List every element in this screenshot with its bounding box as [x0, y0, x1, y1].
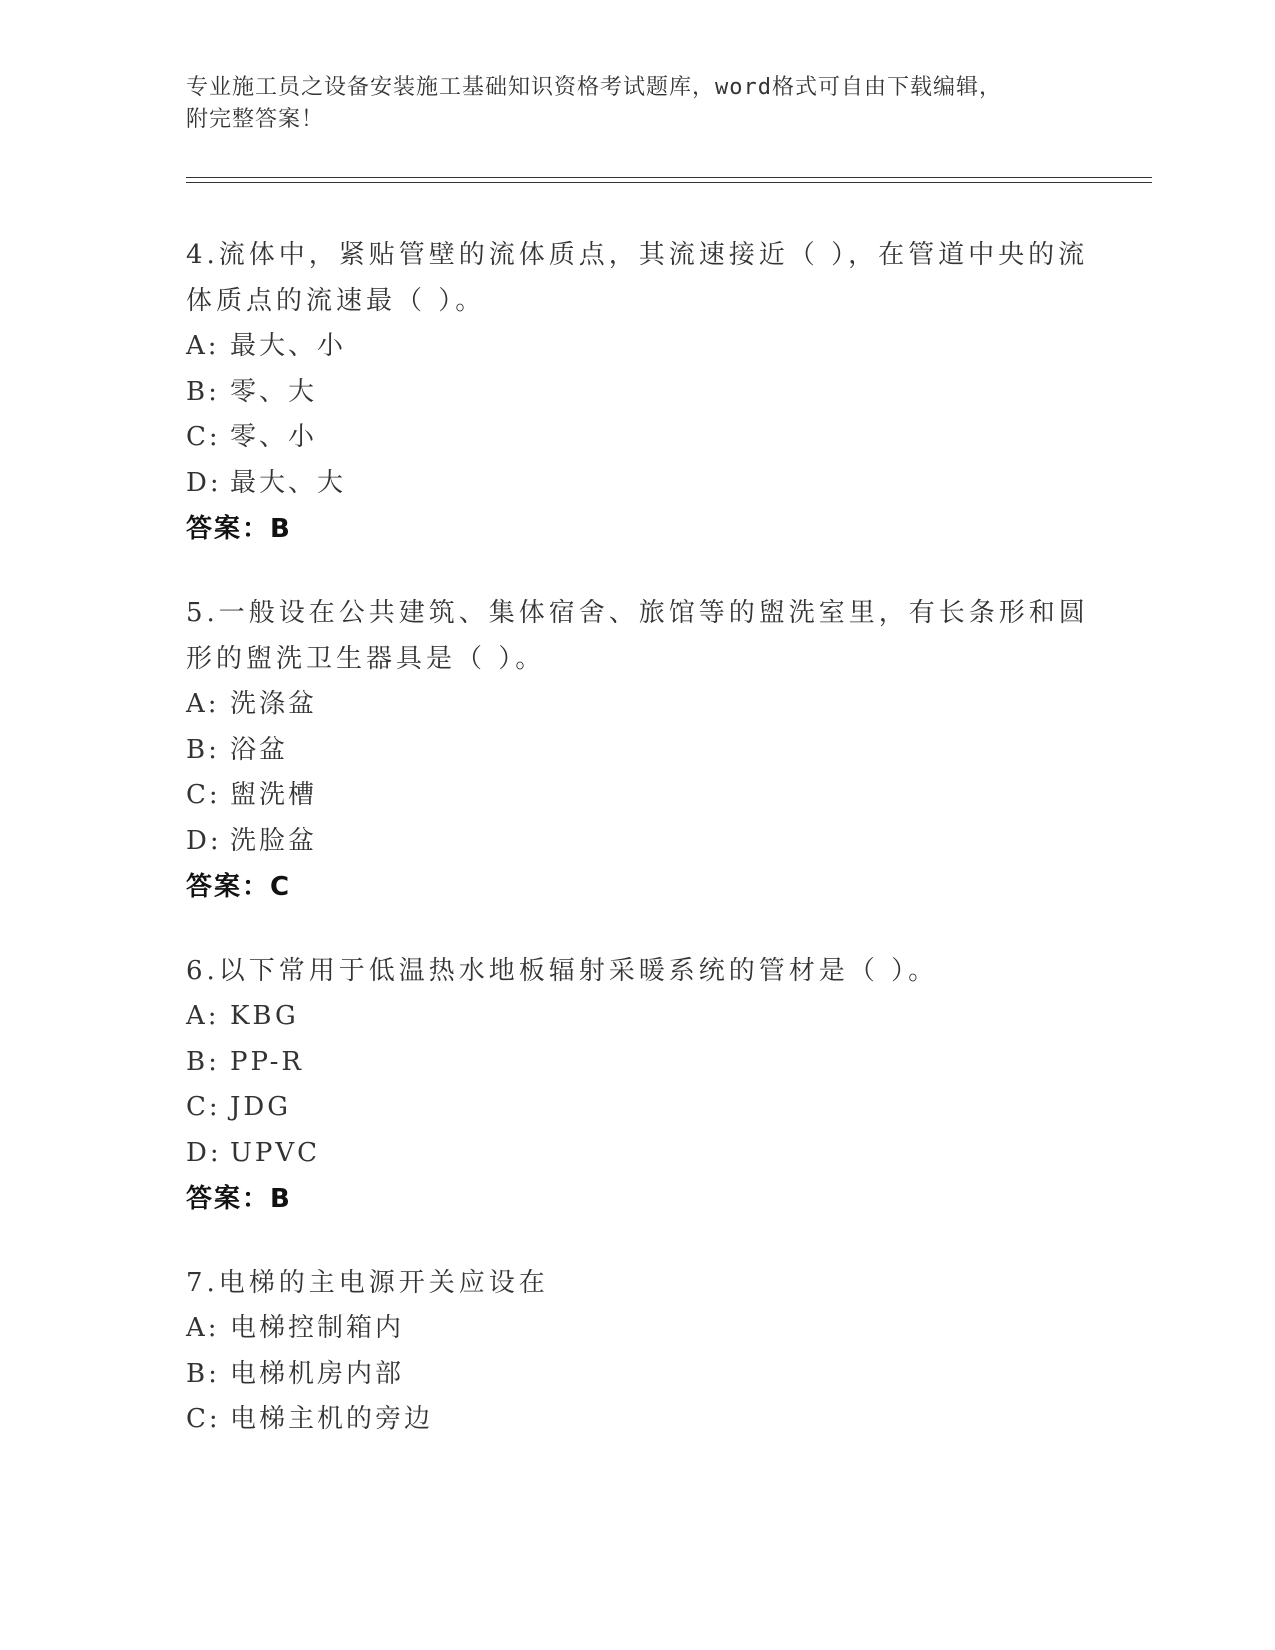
stem-line: 5.一般设在公共建筑、集体宿舍、旅馆等的盥洗室里，有长条形和圆 [186, 598, 1089, 628]
header-line-2: 附完整答案！ [186, 107, 325, 132]
stem-line: 4.流体中，紧贴管壁的流体质点，其流速接近（ ），在管道中央的流 [186, 240, 1089, 270]
option-b [186, 1352, 1096, 1398]
option-letter: C: [186, 1092, 221, 1122]
option-letter: D: [186, 467, 222, 498]
question-6 [186, 948, 1096, 1222]
option-letter: B: [186, 1358, 220, 1389]
stem-line: 体质点的流速最（ ）。 [186, 286, 486, 316]
option-text: 洗涤盆 [230, 689, 318, 719]
option-d [186, 819, 1096, 865]
option-letter: B: [186, 734, 220, 765]
option-text: 最大、小 [230, 331, 347, 361]
option-text: 电梯机房内部 [230, 1358, 405, 1389]
question-stem [186, 590, 1096, 682]
option-a [186, 682, 1096, 728]
option-d [186, 461, 1096, 507]
option-letter: D: [186, 1137, 222, 1168]
option-letter: B: [186, 1046, 220, 1077]
option-a [186, 324, 1096, 370]
stem-line: 形的盥洗卫生器具是（ ）。 [186, 644, 546, 674]
option-text: JDG [230, 1092, 292, 1122]
question-4 [186, 232, 1096, 552]
option-letter: C: [186, 780, 221, 810]
question-list [186, 232, 1096, 1481]
header-divider-bottom [186, 182, 1152, 183]
option-text: 洗脸盆 [230, 825, 318, 856]
question-stem [186, 1260, 1096, 1306]
option-a [186, 1306, 1096, 1352]
header-line-1: 专业施工员之设备安装施工基础知识资格考试题库，word格式可自由下载编辑， [186, 75, 1002, 100]
option-letter: A: [186, 689, 220, 719]
option-letter: A: [186, 331, 220, 361]
option-text: PP-R [230, 1046, 304, 1077]
document-header [186, 72, 1086, 136]
option-text: 电梯主机的旁边 [230, 1404, 434, 1434]
header-divider-top [186, 177, 1152, 178]
option-b [186, 728, 1096, 774]
option-d [186, 1131, 1096, 1177]
option-text: 电梯控制箱内 [230, 1313, 405, 1343]
answer: 答案：C [186, 872, 292, 902]
stem-line: 6.以下常用于低温热水地板辐射采暖系统的管材是（ ）。 [186, 956, 939, 986]
option-letter: A: [186, 1001, 220, 1031]
option-b [186, 1040, 1096, 1086]
option-letter: C: [186, 1404, 221, 1434]
stem-line: 7.电梯的主电源开关应设在 [186, 1268, 549, 1298]
option-text: 浴盆 [230, 734, 289, 765]
answer: 答案：B [186, 1184, 292, 1214]
option-c [186, 773, 1096, 819]
option-text: 零、小 [230, 422, 318, 452]
option-text: 最大、大 [230, 467, 347, 498]
option-letter: C: [186, 422, 221, 452]
option-letter: A: [186, 1313, 220, 1343]
option-b [186, 370, 1096, 416]
option-c [186, 415, 1096, 461]
answer: 答案：B [186, 514, 292, 544]
option-c [186, 1397, 1096, 1443]
option-c [186, 1085, 1096, 1131]
option-text: 零、大 [230, 376, 318, 407]
option-text: 盥洗槽 [230, 780, 318, 810]
option-text: UPVC [230, 1137, 321, 1168]
question-stem [186, 948, 1096, 994]
question-stem [186, 232, 1096, 324]
option-text: KBG [230, 1001, 299, 1031]
question-5 [186, 590, 1096, 910]
option-a [186, 994, 1096, 1040]
option-letter: D: [186, 825, 222, 856]
question-7 [186, 1260, 1096, 1443]
option-letter: B: [186, 376, 220, 407]
